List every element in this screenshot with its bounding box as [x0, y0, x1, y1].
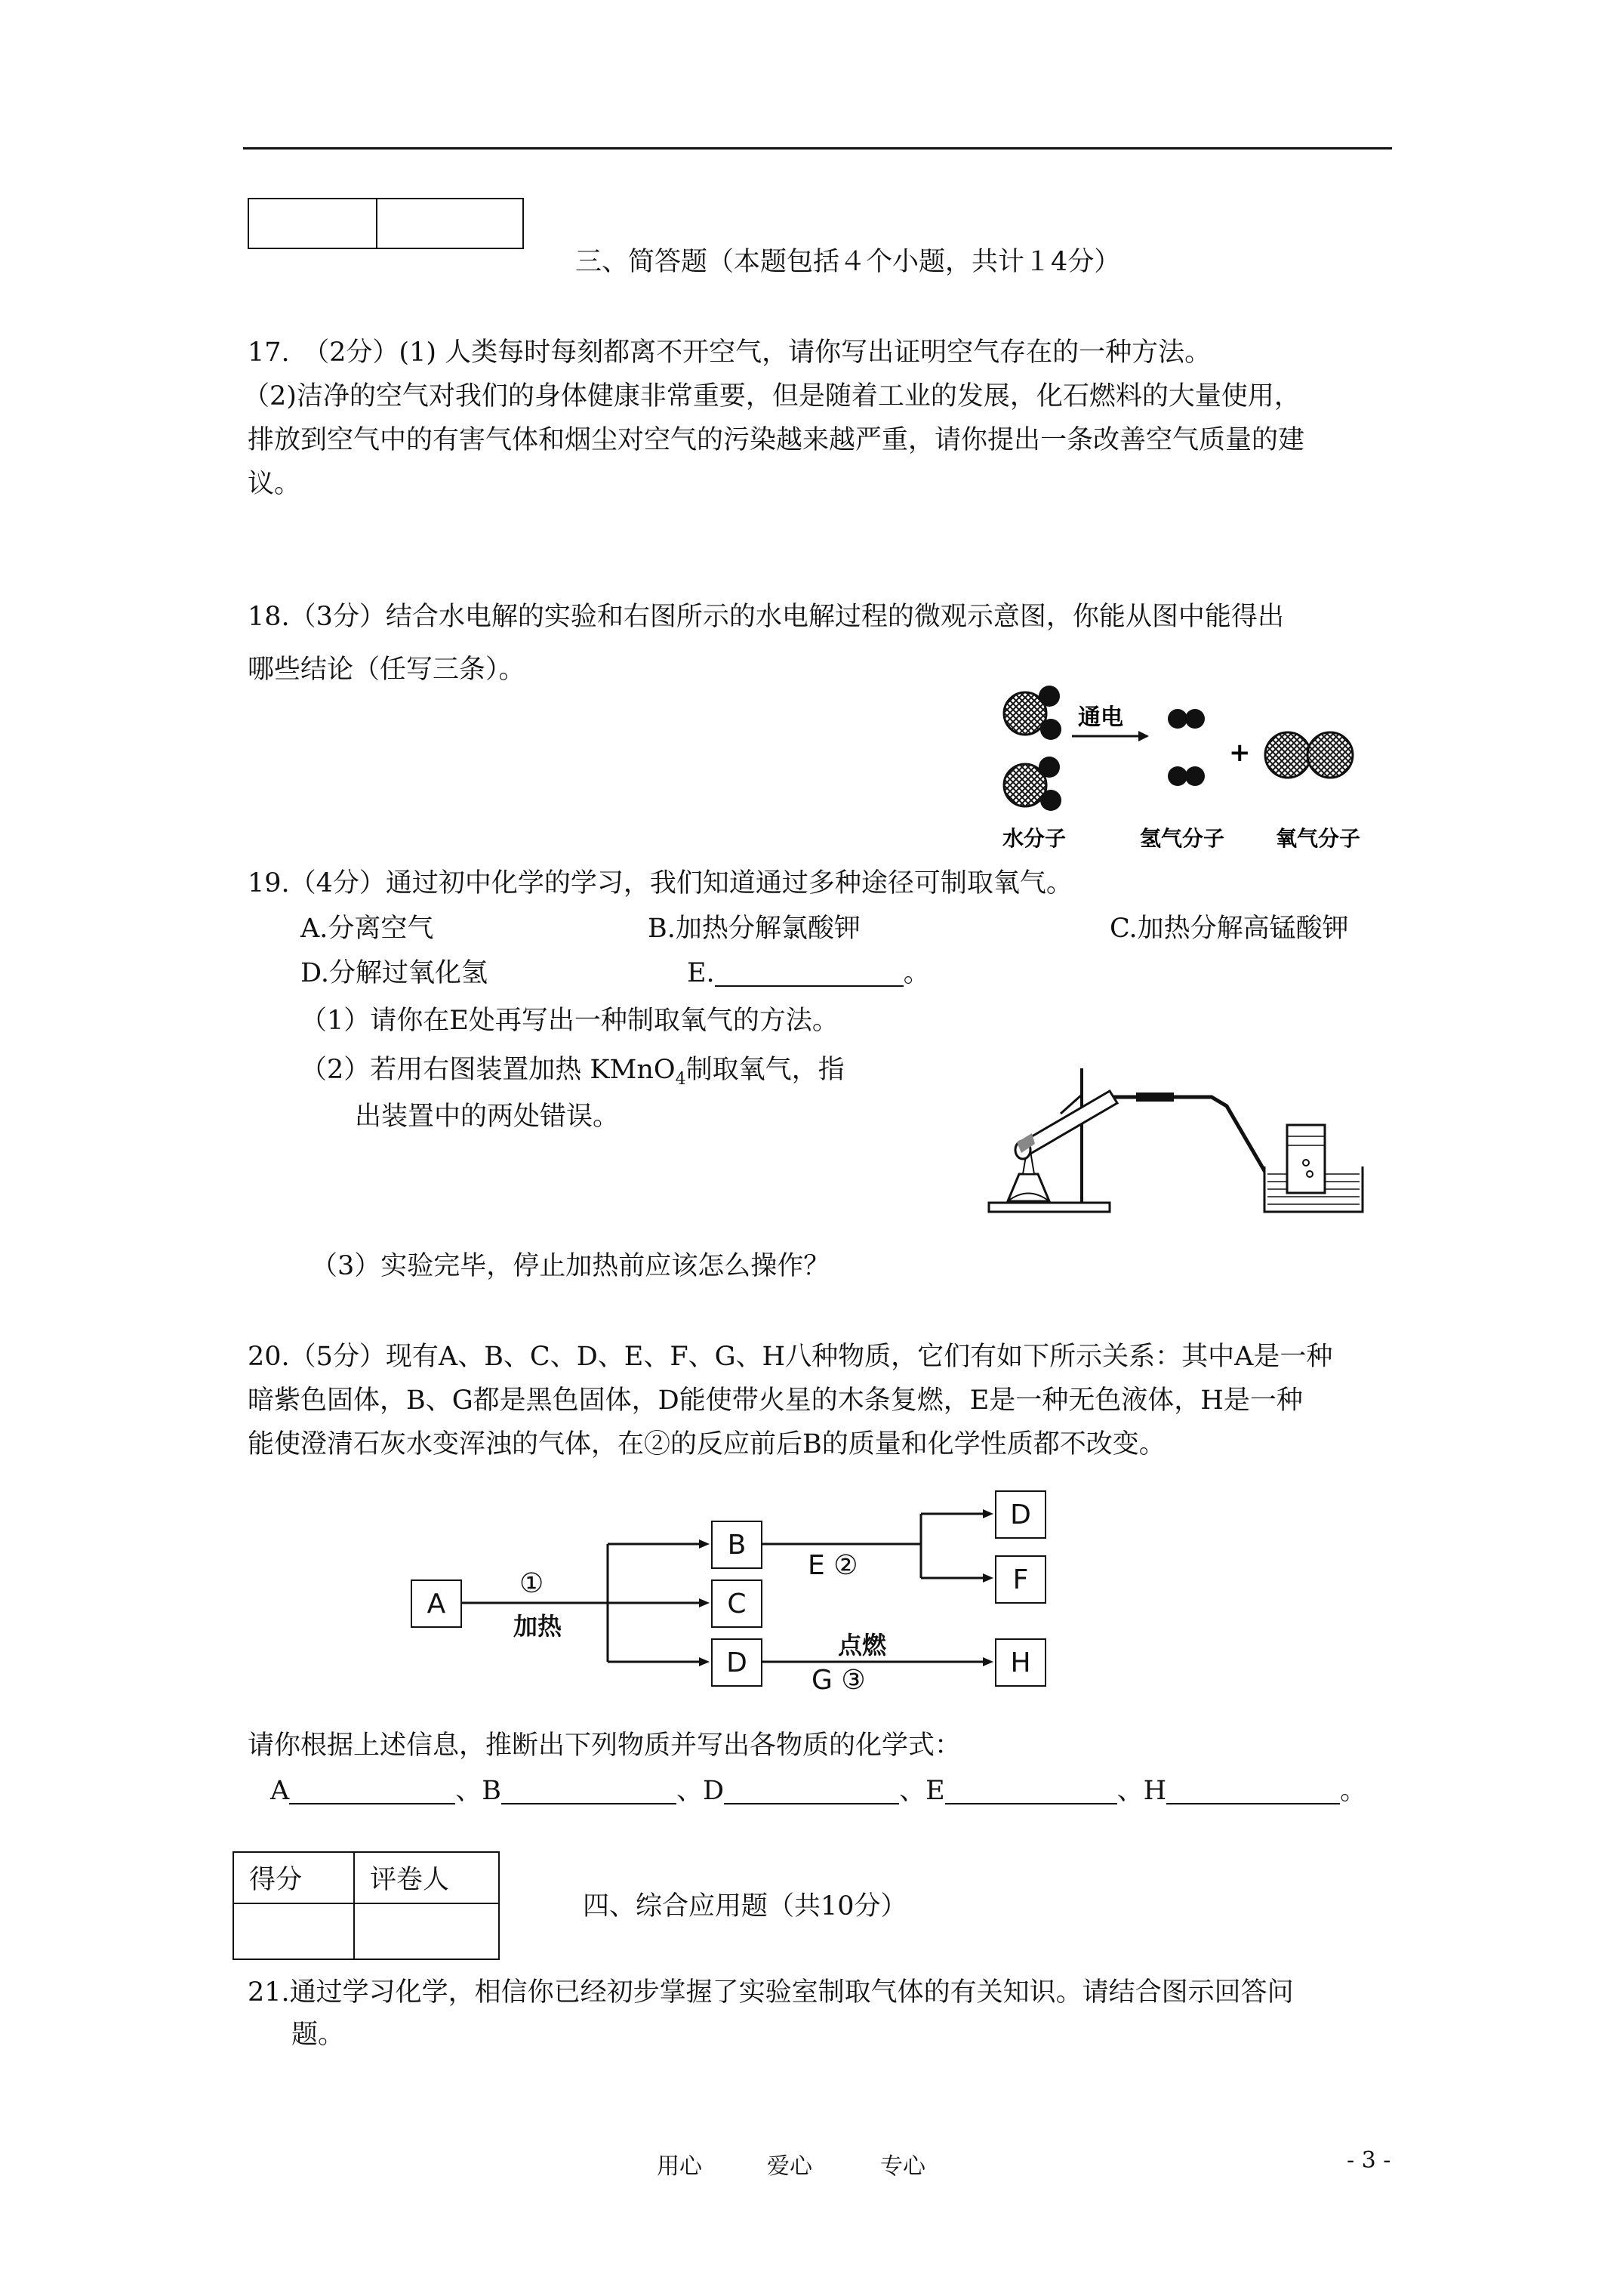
q17-line3: 排放到空气中的有害气体和烟尘对空气的污染越来越严重，请你提出一条改善空气质量的建 — [248, 425, 1305, 455]
q19-sub2 — [300, 1057, 845, 1088]
grader-cell — [377, 199, 523, 248]
electrolysis-figure — [989, 680, 1397, 861]
option-e-end: 。 — [903, 958, 930, 988]
answer-d-blank[interactable] — [724, 1780, 899, 1804]
reaction-diagram — [408, 1487, 1087, 1699]
q21-line2: 题。 — [291, 2020, 345, 2050]
q19-sub2-a: （2）若用右图装置加热 KMnO — [300, 1055, 676, 1085]
q19-sub2-subscript: 4 — [675, 1070, 686, 1089]
grader-entry-cell[interactable] — [354, 1903, 499, 1959]
arrow-label: 通电 — [1078, 704, 1123, 731]
answer-a-label: A — [270, 1776, 290, 1806]
q19-option-d: D.分解过氧化氢 — [300, 958, 488, 988]
score-table-top — [248, 198, 524, 249]
node-h: H — [995, 1638, 1046, 1687]
section3-title: 三、简答题（本题包括４个小题，共计１4分） — [575, 247, 1121, 277]
label-oxygen-molecule: 氧气分子 — [1276, 826, 1361, 851]
answer-d-label: 、D — [676, 1776, 725, 1806]
q19-sub2-b: 制取氧气，指 — [685, 1055, 845, 1085]
score-label: 得分 — [233, 1852, 354, 1903]
answer-h-label: 、H — [1116, 1776, 1167, 1806]
section4-title: 四、综合应用题（共10分） — [583, 1891, 907, 1922]
delivery-tube — [1113, 1097, 1280, 1197]
q20-ask: 请你根据上述信息，推断出下列物质并写出各物质的化学式： — [248, 1730, 962, 1761]
q19-sub3: （3）实验完毕，停止加热前应该怎么操作？ — [311, 1251, 830, 1281]
answer-h-blank[interactable] — [1166, 1780, 1340, 1804]
answer-e-label: 、E — [899, 1776, 945, 1806]
header-rule — [243, 147, 1392, 149]
label-hydrogen-molecule: 氢气分子 — [1140, 826, 1225, 851]
node-f: F — [995, 1555, 1046, 1604]
ignite-label: 点燃 — [838, 1631, 887, 1660]
q19-option-b: B.加热分解氯酸钾 — [648, 914, 861, 944]
q19-sub1: （1）请你在E处再写出一种制取氧气的方法。 — [300, 1006, 839, 1036]
score-entry-cell[interactable] — [233, 1903, 354, 1959]
score-cell — [248, 199, 377, 248]
q19-option-c: C.加热分解高锰酸钾 — [1110, 914, 1349, 944]
q20-line2: 暗紫色固体，B、G都是黑色固体，D能使带火星的木条复燃，E是一种无色液体，H是一种 — [248, 1385, 1303, 1416]
page-number: - 3 - — [1347, 2147, 1391, 2174]
q18-line1: 18.（3分）结合水电解的实验和右图所示的水电解过程的微观示意图，你能从图中能得出 — [248, 602, 1284, 632]
step-1-label: ① — [519, 1568, 544, 1599]
q19-line1: 19.（4分）通过初中化学的学习，我们知道通过多种途径可制取氧气。 — [248, 868, 1073, 898]
node-d-left: D — [711, 1638, 762, 1687]
node-d-right: D — [995, 1490, 1046, 1539]
apparatus-figure — [985, 1061, 1385, 1219]
hydrogen-molecule-2 — [1168, 766, 1205, 786]
option-e-blank[interactable] — [715, 963, 904, 987]
answer-end: 。 — [1340, 1776, 1367, 1806]
q17-line1: 17. （2分）(1) 人类每时每刻都离不开空气，请你写出证明空气存在的一种方法。 — [248, 337, 1212, 368]
q20-answers — [270, 1778, 1366, 1804]
grader-label: 评卷人 — [354, 1852, 499, 1903]
label-water-molecule: 水分子 — [1002, 826, 1067, 851]
step-2-label: E ② — [808, 1550, 858, 1581]
option-e-label: E. — [687, 958, 715, 988]
answer-a-blank[interactable] — [289, 1780, 455, 1804]
answer-e-blank[interactable] — [945, 1780, 1117, 1804]
answer-b-blank[interactable] — [501, 1780, 676, 1804]
test-tube — [1015, 1091, 1117, 1159]
oxygen-molecule — [1265, 732, 1353, 778]
footer-word-1: 用心 — [657, 2153, 702, 2180]
q17-line4: 议。 — [248, 469, 301, 499]
plus-sign: + — [1229, 738, 1251, 768]
node-b: B — [711, 1521, 762, 1569]
stand-base — [989, 1203, 1110, 1212]
score-table-section4 — [233, 1851, 500, 1960]
q21-line1: 21.通过学习化学，相信你已经初步掌握了实验室制取气体的有关知识。请结合图示回答问 — [248, 1977, 1294, 2008]
water-molecule-2 — [1004, 757, 1061, 811]
q19-sub2-line2: 出装置中的两处错误。 — [355, 1102, 620, 1132]
q19-option-a: A.分离空气 — [300, 914, 434, 944]
heat-label: 加热 — [513, 1612, 562, 1641]
q20-line1: 20.（5分）现有A、B、C、D、E、F、G、H八种物质，它们有如下所示关系：其中A是一种 — [248, 1342, 1333, 1372]
water-molecule-1 — [1004, 686, 1061, 740]
q20-line3: 能使澄清石灰水变浑浊的气体，在②的反应前后B的质量和化学性质都不改变。 — [248, 1429, 1166, 1459]
answer-b-label: 、B — [455, 1776, 502, 1806]
footer-word-2: 爱心 — [767, 2153, 812, 2180]
footer-word-3: 专心 — [880, 2153, 925, 2180]
step-3-label: G ③ — [812, 1665, 866, 1696]
q19-option-e — [687, 960, 930, 987]
q17-line2: （2)洁净的空气对我们的身体健康非常重要，但是随着工业的发展，化石燃料的大量使用， — [243, 381, 1301, 411]
node-a: A — [411, 1579, 462, 1628]
node-c: C — [711, 1579, 762, 1628]
hydrogen-molecule-1 — [1168, 709, 1205, 729]
q18-line2: 哪些结论（任写三条）。 — [248, 655, 525, 685]
